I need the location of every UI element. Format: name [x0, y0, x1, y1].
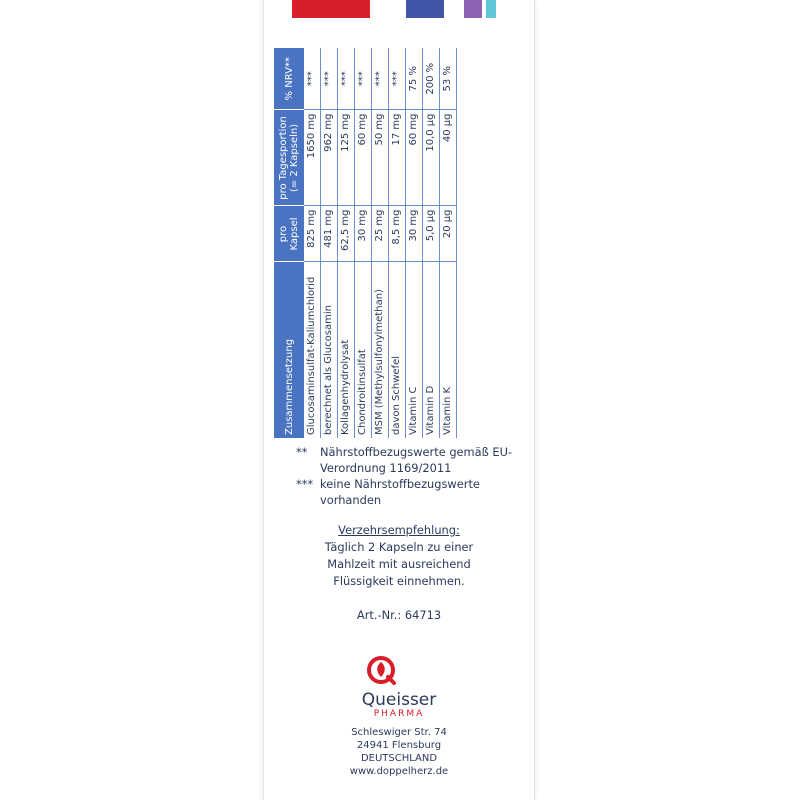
header-composition: Zusammensetzung	[274, 262, 304, 438]
table-row	[440, 48, 457, 438]
ingredient-name: MSM (Methylsulfonylmethan)	[372, 262, 389, 438]
table-row	[423, 48, 440, 438]
address-line: Schleswiger Str. 74	[351, 727, 447, 738]
nrv-value: 200 %	[423, 48, 440, 110]
top-flap-cyan	[486, 0, 496, 18]
website[interactable]: www.doppelherz.de	[349, 766, 449, 777]
footnote-text: Nährstoffbezugswerte gemäß EU-Verordnung 1169/2011	[320, 445, 513, 475]
nrv-value: ***	[355, 48, 372, 110]
header-per-day: pro Tagesportion (= 2 Kapseln)	[274, 110, 304, 206]
per-day-value: 10,0 µg	[423, 110, 440, 206]
nrv-value: 75 %	[406, 48, 423, 110]
table-row	[389, 48, 406, 438]
table-row	[372, 48, 389, 438]
footnotes	[296, 444, 526, 508]
ingredient-name: Chondroitinsulfat	[355, 262, 372, 438]
company-name: Queisser	[361, 690, 437, 710]
address-line: 24941 Flensburg	[356, 740, 442, 751]
ingredient-name: berechnet als Glucosamin	[321, 262, 338, 438]
recommendation-line: Mahlzeit mit ausreichend	[327, 557, 471, 571]
per-day-value: 1650 mg	[304, 110, 321, 206]
nrv-value: ***	[321, 48, 338, 110]
nrv-value: ***	[372, 48, 389, 110]
per-day-value: 60 mg	[355, 110, 372, 206]
per-day-value: 60 mg	[406, 110, 423, 206]
top-flap-purple	[464, 0, 482, 18]
article-number: Art.-Nr.: 64713	[356, 608, 442, 622]
address-line: DEUTSCHLAND	[360, 753, 438, 764]
ingredient-name: Vitamin K	[440, 262, 457, 438]
per-capsule-value: 481 mg	[321, 206, 338, 262]
nrv-value: ***	[304, 48, 321, 110]
per-capsule-value: 30 mg	[406, 206, 423, 262]
ingredient-name: Vitamin C	[406, 262, 423, 438]
table-row	[355, 48, 372, 438]
top-flap-red	[292, 0, 370, 18]
nrv-value: ***	[338, 48, 355, 110]
per-day-value: 40 µg	[440, 110, 457, 206]
footnote	[296, 444, 526, 476]
per-capsule-value: 8,5 mg	[389, 206, 406, 262]
footnote-mark: ***	[296, 477, 314, 491]
nutrition-table	[274, 48, 457, 438]
ingredient-name: Vitamin D	[423, 262, 440, 438]
per-day-value: 962 mg	[321, 110, 338, 206]
per-day-value: 50 mg	[372, 110, 389, 206]
per-day-value: 17 mg	[389, 110, 406, 206]
top-flap-blue	[406, 0, 444, 18]
nutrition-table-holder	[274, 48, 518, 438]
table-row	[406, 48, 423, 438]
ingredient-name: davon Schwefel	[389, 262, 406, 438]
per-capsule-value: 25 mg	[372, 206, 389, 262]
per-capsule-value: 30 mg	[355, 206, 372, 262]
company-division: PHARMA	[373, 709, 425, 719]
recommendation-line: Täglich 2 Kapseln zu einer	[324, 540, 474, 554]
table-row	[304, 48, 321, 438]
footnote	[296, 476, 526, 508]
table-header-row	[274, 48, 304, 438]
ingredient-name: Kollagenhydrolysat	[338, 262, 355, 438]
per-capsule-value: 825 mg	[304, 206, 321, 262]
table-row	[321, 48, 338, 438]
recommendation-heading: Verzehrsempfehlung:	[338, 523, 460, 537]
nrv-value: ***	[389, 48, 406, 110]
per-capsule-value: 5,0 µg	[423, 206, 440, 262]
footnote-text: keine Nährstoffbezugswerte vorhanden	[320, 477, 480, 507]
recommendation-line: Flüssigkeit einnehmen.	[333, 574, 465, 588]
nutrition-table-rotated	[274, 48, 518, 438]
package-side-panel	[263, 0, 535, 800]
header-per-capsule: pro Kapsel	[274, 206, 304, 262]
table-row	[338, 48, 355, 438]
per-day-value: 125 mg	[338, 110, 355, 206]
dosage-recommendation	[264, 522, 534, 590]
footnote-mark: **	[296, 445, 308, 459]
table-body	[304, 48, 457, 438]
queisser-logo-icon	[366, 655, 396, 685]
ingredient-name: Glucosaminsulfat-Kaliumchlorid	[304, 262, 321, 438]
header-nrv: % NRV**	[274, 48, 304, 110]
per-capsule-value: 62,5 mg	[338, 206, 355, 262]
per-capsule-value: 20 µg	[440, 206, 457, 262]
company-address	[264, 726, 534, 778]
nrv-value: 53 %	[440, 48, 457, 110]
